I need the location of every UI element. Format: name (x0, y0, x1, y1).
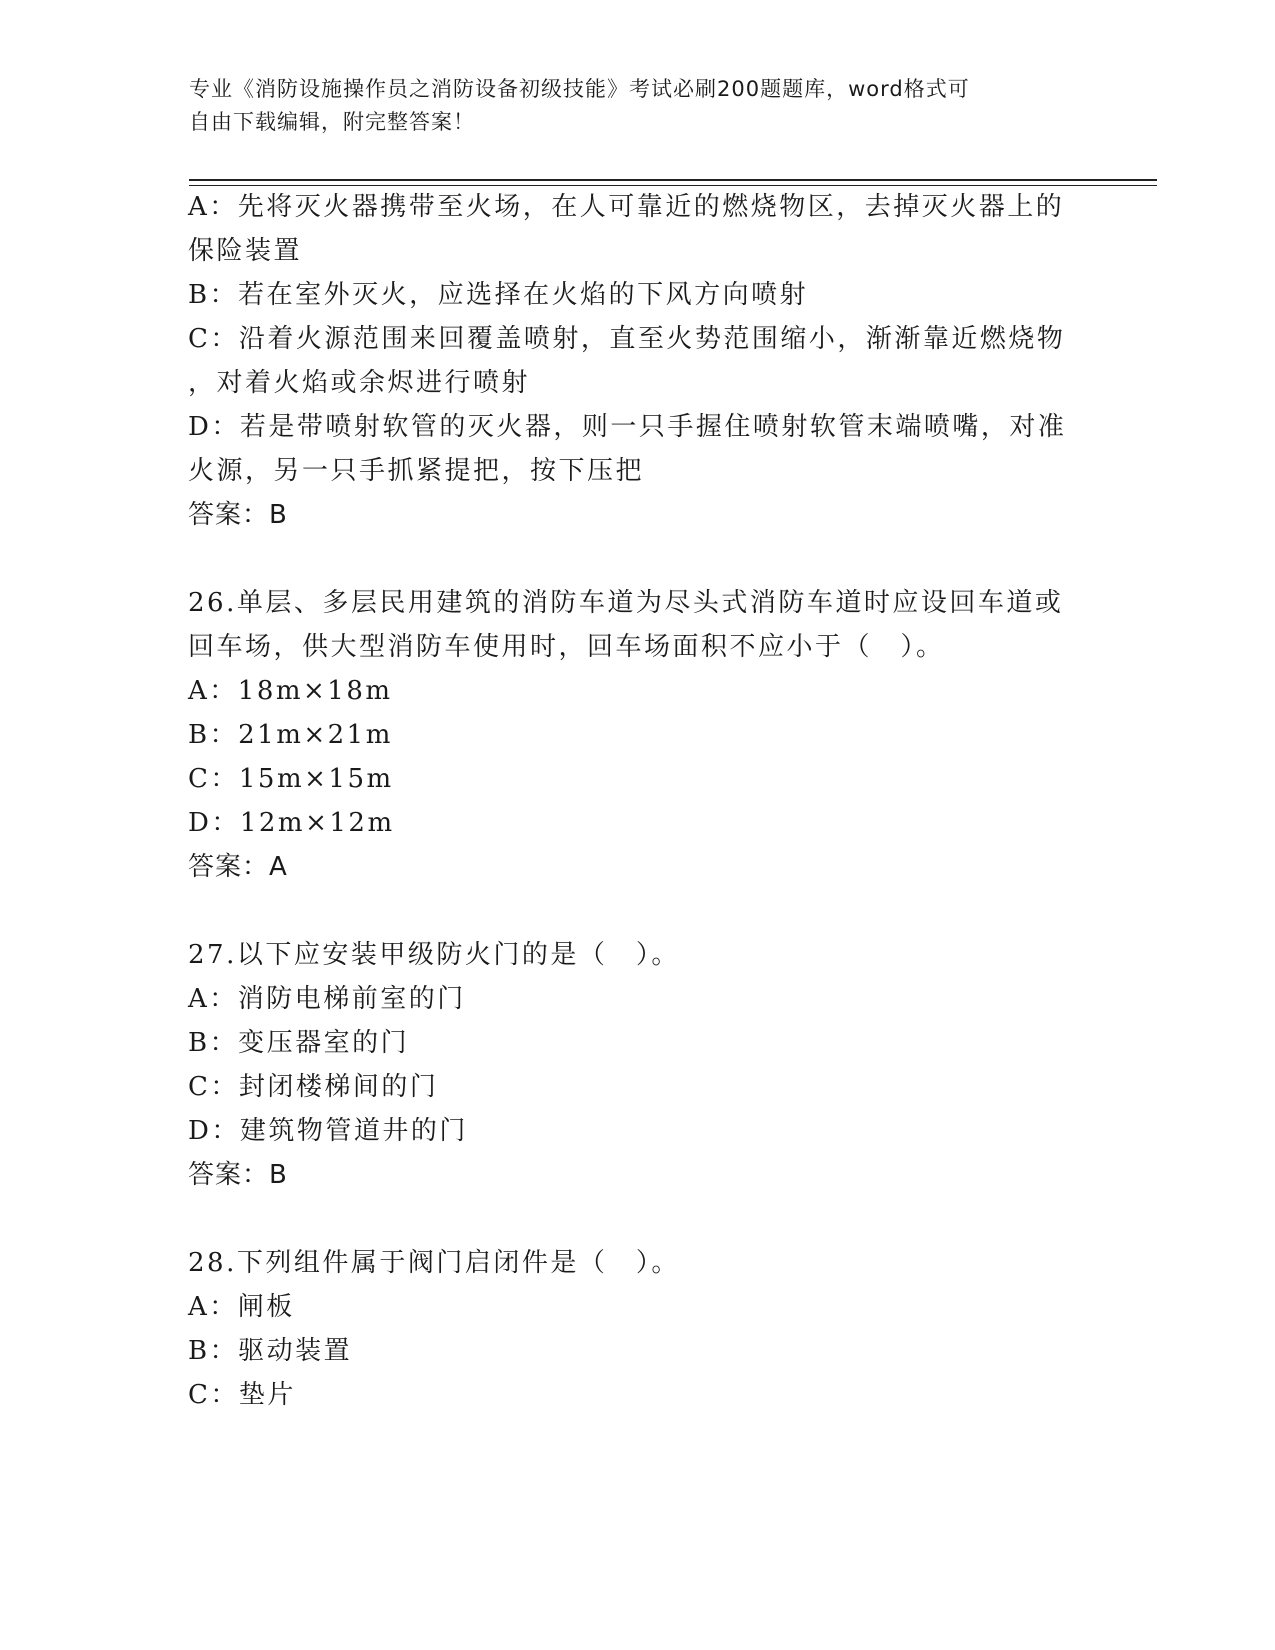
q27-option-c: C：封闭楼梯间的门 (188, 1072, 439, 1102)
q26-option-b: B：21m×21m (188, 720, 393, 750)
q27-stem: 27.以下应安装甲级防火门的是（ ）。 (188, 940, 680, 970)
q26-option-c: C：15m×15m (188, 764, 394, 794)
q26-stem-line-1: 26.单层、多层民用建筑的消防车道为尽头式消防车道时应设回车道或 (188, 588, 1064, 618)
q25-option-c-line-1: C：沿着火源范围来回覆盖喷射，直至火势范围缩小，渐渐靠近燃烧物 (188, 324, 1066, 354)
q25-option-a-line-2: 保险装置 (188, 236, 303, 266)
q25-option-a-line-1: A：先将灭火器携带至火场，在人可靠近的燃烧物区，去掉灭火器上的 (188, 192, 1065, 222)
page-header (189, 73, 1069, 139)
q27-option-b: B：变压器室的门 (188, 1028, 410, 1058)
header-divider-thick (189, 179, 1157, 181)
header-line-1: 专业《消防设施操作员之消防设备初级技能》考试必刷200题题库，word格式可 (189, 77, 970, 101)
q25-option-b: B：若在室外灭火，应选择在火焰的下风方向喷射 (188, 280, 809, 310)
q28-option-a: A：闸板 (188, 1292, 295, 1322)
q27-answer: 答案：B (188, 1160, 288, 1190)
q28-option-b: B：驱动装置 (188, 1336, 353, 1366)
q26-option-a: A：18m×18m (188, 676, 393, 706)
q28-option-c: C：垫片 (188, 1380, 296, 1410)
q26-answer: 答案：A (188, 852, 288, 882)
q26-option-d: D：12m×12m (188, 808, 395, 838)
q26-stem-line-2: 回车场，供大型消防车使用时，回车场面积不应小于（ ）。 (188, 632, 945, 662)
q25-answer: 答案：B (188, 500, 288, 530)
q28-stem: 28.下列组件属于阀门启闭件是（ ）。 (188, 1248, 680, 1278)
q27-option-d: D：建筑物管道井的门 (188, 1116, 468, 1146)
q25-option-d-line-2: 火源，另一只手抓紧提把，按下压把 (188, 456, 645, 486)
q25-option-d-line-1: D：若是带喷射软管的灭火器，则一只手握住喷射软管末端喷嘴，对准 (188, 412, 1067, 442)
header-line-2: 自由下载编辑，附完整答案！ (189, 110, 475, 134)
q27-option-a: A：消防电梯前室的门 (188, 984, 466, 1014)
q25-option-c-line-2: ，对着火焰或余烬进行喷射 (188, 368, 531, 398)
